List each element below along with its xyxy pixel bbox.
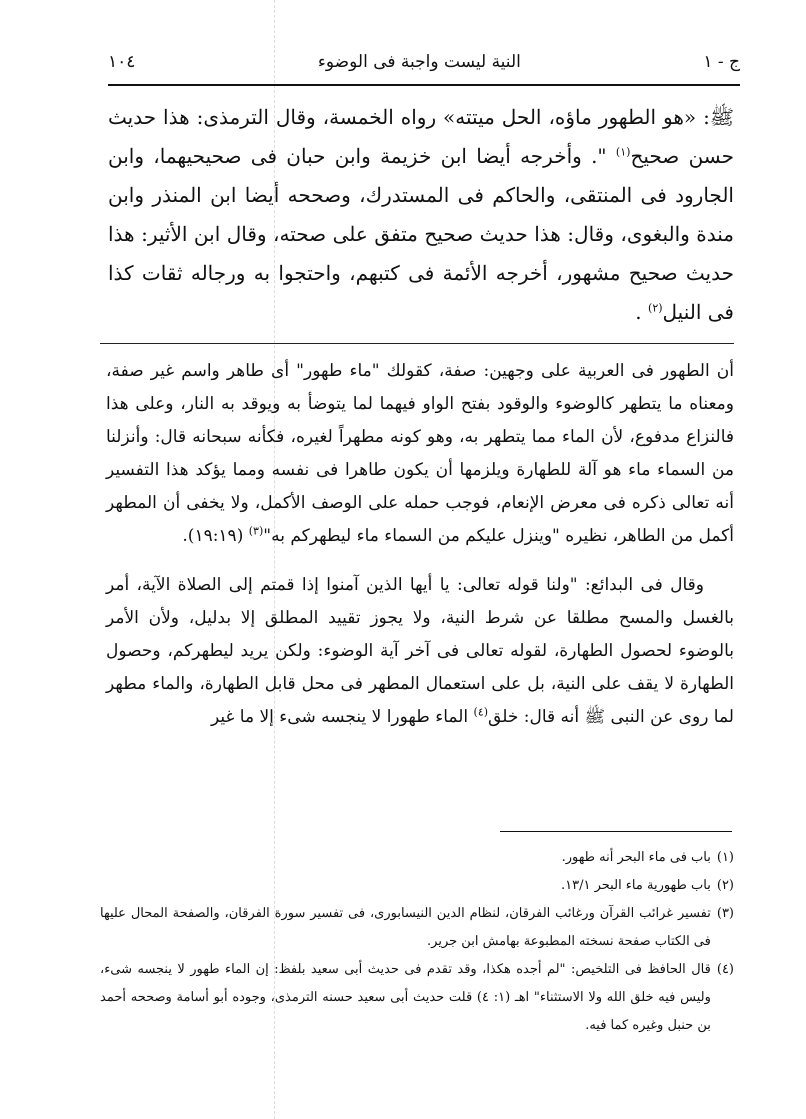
running-title: النية ليست واجبة فى الوضوء [317, 52, 521, 72]
footnote-4 [100, 956, 734, 1040]
footnote-2 [100, 872, 734, 900]
commentary-text-2b: الماء طهورا لا ينجسه شىء إلا ما غير [210, 707, 474, 727]
main-paragraph [108, 98, 734, 332]
footnote-number: (٣) [716, 906, 734, 921]
section-divider [100, 343, 734, 344]
footnote-ref-3: (٣) [248, 524, 264, 538]
commentary-text-1b: (١٩:١٩). [182, 526, 249, 546]
footnote-3 [100, 900, 734, 956]
footnote-number: (٢) [716, 878, 734, 893]
footnote-ref-1: (١) [615, 145, 631, 159]
footnote-text: قال الحافظ فى التلخيص: "لم أجده هكذا، وقد تقدم فى حديث أبى سعيد بلفظ: إن الماء طهور لا ينجسه شىء، وليس فيه خلق الله ولا الاستثناء" اهـ (١: ٤) قلت حديث أبى سعيد حسنه الترمذى، وجوده أبو أسامة وصححه أحمد بن حنبل وغيره كما فيه. [100, 962, 711, 1033]
footnote-ref-4: (٤) [473, 705, 489, 719]
main-text [108, 98, 734, 332]
footnote-ref-2: (٢) [648, 301, 663, 315]
main-text-part2: ". وأخرجه أيضا ابن خزيمة وابن حبان فى صحيحيهما، وابن الجارود فى المنتقى، والحاكم فى المستدرك، وصححه أيضا ابن المنذر وابن مندة والبغوى، وقال: هذا حديث صحيح متفق على صحته، وقال ابن الأثير: هذا حديث صحيح مشهور، أخرجه الأئمة فى كتبهم، واحتجوا به ورجاله ثقات كذا فى النيل [108, 144, 734, 324]
page-number: ١٠٤ [108, 52, 136, 72]
footnote-number: (٤) [716, 962, 734, 977]
commentary-text-2a: وقال فى البدائع: "ولنا قوله تعالى: يا أيها الذين آمنوا إذا قمتم إلى الصلاة الآية، أمر بالغسل والمسح مطلقا عن شرط النية، ولا يجوز تقييد المطلق إلا بدليل، ولأن الأمر بالوضوء لحصول الطهارة، لقوله تعالى فى آخر آية الوضوء: ولكن يريد ليطهركم، وحصول الطهارة لا يقف على النية، بل على استعمال المطهر فى محل قابل الطهارة، والماء مطهر لما روى عن النبى ﷺ أنه قال: خلق [106, 575, 734, 727]
footnote-text: باب طهورية ماء البحر ١٣/١. [561, 878, 711, 893]
footnotes [100, 844, 734, 1040]
footnote-text: تفسير غرائب القرآن ورغائب الفرقان، لنظام الدين النيسابورى، فى تفسير سورة الفرقان، والصفحة المحال عليها فى الكتاب صفحة نسخته المطبوعة بهامش ابن جرير. [100, 906, 711, 949]
commentary-paragraph-1 [106, 355, 734, 553]
main-text-part1: ﷺ: «هو الطهور ماؤه، الحل ميتته» رواه الخمسة، وقال الترمذى: هذا حديث حسن صحيح [108, 105, 734, 168]
volume-label: ج - ١ [703, 52, 740, 72]
main-text-part3: . [635, 300, 649, 324]
page-header [108, 40, 740, 86]
commentary-paragraph-2 [106, 569, 734, 734]
footnote-number: (١) [716, 850, 734, 865]
commentary-text-1a: أن الطهور فى العربية على وجهين: صفة، كقولك "ماء طهور" أى طاهر واسم غير صفة، ومعناه ما يتطهر كالوضوء والوقود بفتح الواو فيهما لما يتوضأ به ويوقد به النار، وعلى هذا فالنزاع مدفوع، لأن الماء مما يتطهر به، وهو كونه مطهراً لغيره، فكأنه سبحانه قال: وأنزلنا من السماء ماء هو آلة للطهارة ويلزمها أن يكون طاهرا فى نفسه ومما يؤكد هذا التفسير أنه تعالى ذكره فى معرض الإنعام، فوجب حمله على الوصف الأكمل، ولا يخفى أن المطهر أكمل من الطاهر، نظيره "وينزل عليكم من السماء ماء ليطهركم به" [106, 361, 734, 546]
footnote-1 [100, 844, 734, 872]
commentary-section [106, 355, 734, 734]
footnote-text: باب فى ماء البحر أنه طهور. [561, 850, 711, 865]
footnote-divider [500, 831, 732, 832]
